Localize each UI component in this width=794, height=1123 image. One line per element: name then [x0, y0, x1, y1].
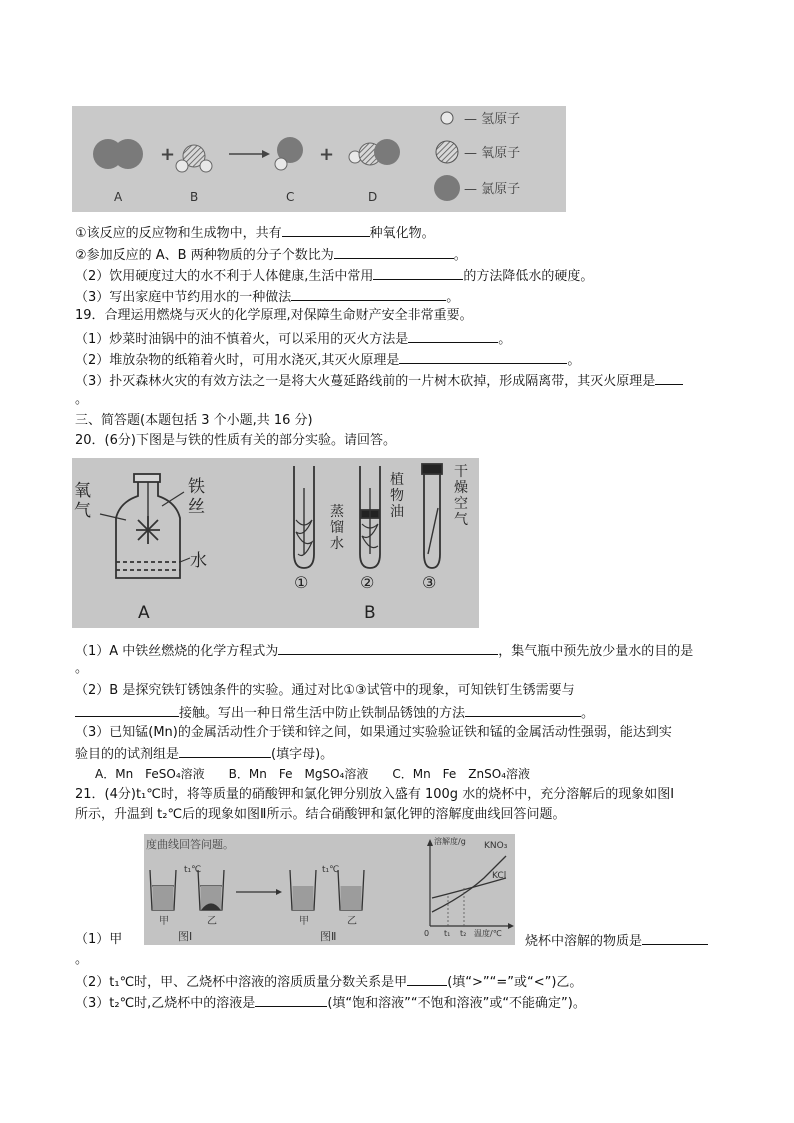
solubility-graph: [424, 836, 514, 938]
q19-line3: （3）扑灭森林火灾的有效方法之一是将大火蔓延路线前的一片树木砍掉，形成隔离带，其灭火原理是: [75, 371, 683, 391]
legend-chlorine: — 氯原子: [464, 182, 521, 197]
beaker-jia-1: [150, 870, 176, 910]
blank[interactable]: [179, 744, 271, 758]
blank[interactable]: [75, 703, 179, 717]
label-a: A: [114, 190, 123, 204]
blank[interactable]: [655, 371, 683, 385]
plus-2: +: [319, 144, 335, 165]
legend-hydrogen: — 氢原子: [464, 112, 521, 127]
reaction-figure: [72, 106, 566, 212]
blank[interactable]: [255, 993, 327, 1007]
blank[interactable]: [407, 972, 447, 986]
blank[interactable]: [399, 350, 567, 364]
legend: [434, 112, 520, 201]
tube-label-1: ①: [294, 573, 309, 592]
reaction-arrow: [229, 150, 270, 158]
q21-line5: （3）t₂℃时,乙烧杯中的溶液是 (填“饱和溶液”“不饱和溶液”或“不能确定”)。: [75, 993, 586, 1013]
arrow: [236, 889, 282, 895]
blank[interactable]: [278, 641, 498, 655]
t1-label-1: t₁℃: [184, 865, 202, 875]
label-d: D: [368, 190, 378, 204]
q18-line3: （2）饮用硬度过大的水不利于人体健康,生活中常用 的方法降低水的硬度。: [75, 266, 593, 286]
x-t2: t₂: [460, 929, 467, 938]
blank[interactable]: [282, 223, 370, 237]
beaker-yi-2: [338, 870, 364, 910]
label-distilled-3: 水: [330, 536, 344, 552]
origin-label: 0: [424, 929, 430, 938]
q18-line2: ②参加反应的 A、B 两种物质的分子个数比为 。: [75, 245, 467, 265]
molecule-c: [275, 137, 303, 170]
iron-experiment-figure: [72, 458, 479, 628]
ylabel: 溶解度/g: [434, 837, 466, 846]
molecule-b: [176, 145, 212, 172]
label-dryair-1: 干: [454, 464, 468, 480]
label-distilled-1: 蒸: [330, 504, 344, 520]
label-oxygen-1: 氧: [74, 481, 91, 501]
blank[interactable]: [291, 287, 446, 301]
q18-line1: ①该反应的反应物和生成物中，共有 种氧化物。: [75, 223, 435, 243]
label-a: A: [138, 603, 150, 623]
kno3-label: KNO₃: [484, 841, 508, 851]
beaker-yi-1: [198, 870, 224, 910]
label-distilled-2: 馏: [330, 520, 344, 536]
fig-top-text: 度曲线回答问题。: [146, 838, 234, 851]
gas-bottle: [100, 474, 190, 578]
legend-oxygen: — 氧原子: [464, 146, 521, 161]
blank[interactable]: [373, 266, 463, 280]
molecule-a: [93, 139, 143, 169]
label-dryair-3: 空: [454, 496, 468, 512]
kcl-label: KCl: [492, 871, 507, 881]
xlabel: 温度/℃: [474, 929, 502, 938]
fig1-caption: 图Ⅰ: [178, 930, 193, 943]
label-iron-2: 丝: [188, 497, 205, 517]
q20-line1-end: 。: [75, 661, 89, 676]
q20-line1: （1）A 中铁丝燃烧的化学方程式为 ，集气瓶中预先放少量水的目的是: [75, 641, 693, 661]
x-t1: t₁: [444, 929, 451, 938]
q21-line3-end: 。: [75, 952, 89, 967]
label-b: B: [190, 190, 199, 204]
blank[interactable]: [334, 245, 454, 259]
tube-label-3: ③: [422, 573, 437, 592]
test-tube-3: [422, 464, 442, 568]
label-water: 水: [190, 551, 207, 571]
q18-line4: （3）写出家庭中节约用水的一种做法 。: [75, 287, 459, 307]
label-iron-1: 铁: [188, 477, 205, 497]
plus-1: +: [160, 144, 176, 165]
q19-title: 19．合理运用燃烧与灭火的化学原理,对保障生命财产安全非常重要。: [75, 308, 473, 323]
t1-label-2: t₁℃: [322, 865, 340, 875]
q21-line4: （2）t₁℃时，甲、乙烧杯中溶液的溶质质量分数关系是甲 (填“>”“=”或“<”)乙。: [75, 972, 582, 992]
q20-title: 20．(6分)下图是与铁的性质有关的部分实验。请回答。: [75, 433, 396, 448]
label-oil-2: 物: [390, 488, 404, 504]
label-b: B: [364, 603, 376, 623]
blank[interactable]: [642, 931, 708, 945]
label-dryair-4: 气: [454, 512, 468, 528]
yi-label-1: 乙: [207, 916, 217, 927]
molecule-d: [349, 139, 400, 165]
tube-label-2: ②: [360, 573, 375, 592]
q20-line5: 验目的的试剂组是 (填字母)。: [75, 744, 333, 764]
q21-line1: 21．(4分)t₁℃时，将等质量的硝酸钾和氯化钾分别放入盛有 100g 水的烧杯中，充分溶解后的现象如图Ⅰ: [75, 787, 675, 802]
jia-label-1: 甲: [159, 916, 169, 927]
section-3-heading: 三、简答题(本题包括 3 个小题,共 16 分): [75, 413, 313, 428]
jia-label-2: 甲: [299, 916, 309, 927]
label-dryair-2: 燥: [454, 480, 468, 496]
q20-options: A．Mn FeSO₄溶液 B．Mn Fe MgSO₄溶液 C．Mn Fe ZnSO₄溶液: [95, 767, 531, 781]
label-oxygen-2: 气: [74, 501, 91, 521]
label-oil-1: 植: [390, 472, 404, 488]
q19-line1: （1）炒菜时油锅中的油不慎着火，可以采用的灭火方法是 。: [75, 329, 511, 349]
label-oil-3: 油: [390, 504, 404, 520]
test-tube-1: [294, 466, 314, 568]
kno3-curve: [432, 856, 506, 912]
q20-line3: 接触。写出一种日常生活中防止铁制品锈蚀的方法 。: [75, 703, 594, 723]
label-c: C: [286, 190, 295, 204]
solubility-figure: [144, 834, 515, 945]
q19-line3-end: 。: [75, 392, 89, 407]
q20-line2: （2）B 是探究铁钉锈蚀条件的实验。通过对比①③试管中的现象，可知铁钉生锈需要与: [75, 683, 575, 698]
beaker-jia-2: [290, 870, 316, 910]
fig2-caption: 图Ⅱ: [320, 930, 337, 943]
q20-line4: （3）已知锰(Mn)的金属活动性介于镁和锌之间，如果通过实验验证铁和锰的金属活动性强弱，能达到实: [75, 725, 672, 740]
blank[interactable]: [465, 703, 581, 717]
yi-label-2: 乙: [347, 916, 357, 927]
q21-line3-a: （1）甲: [75, 932, 123, 947]
kcl-curve: [432, 878, 506, 898]
blank[interactable]: [408, 329, 498, 343]
q19-line2: （2）堆放杂物的纸箱着火时，可用水浇灭,其灭火原理是 。: [75, 350, 580, 370]
q21-line3-b: 烧杯中溶解的物质是: [525, 931, 708, 951]
q21-line2: 所示，升温到 t₂℃后的现象如图Ⅱ所示。结合硝酸钾和氯化钾的溶解度曲线回答问题。: [75, 807, 566, 822]
test-tube-2: [360, 466, 380, 568]
